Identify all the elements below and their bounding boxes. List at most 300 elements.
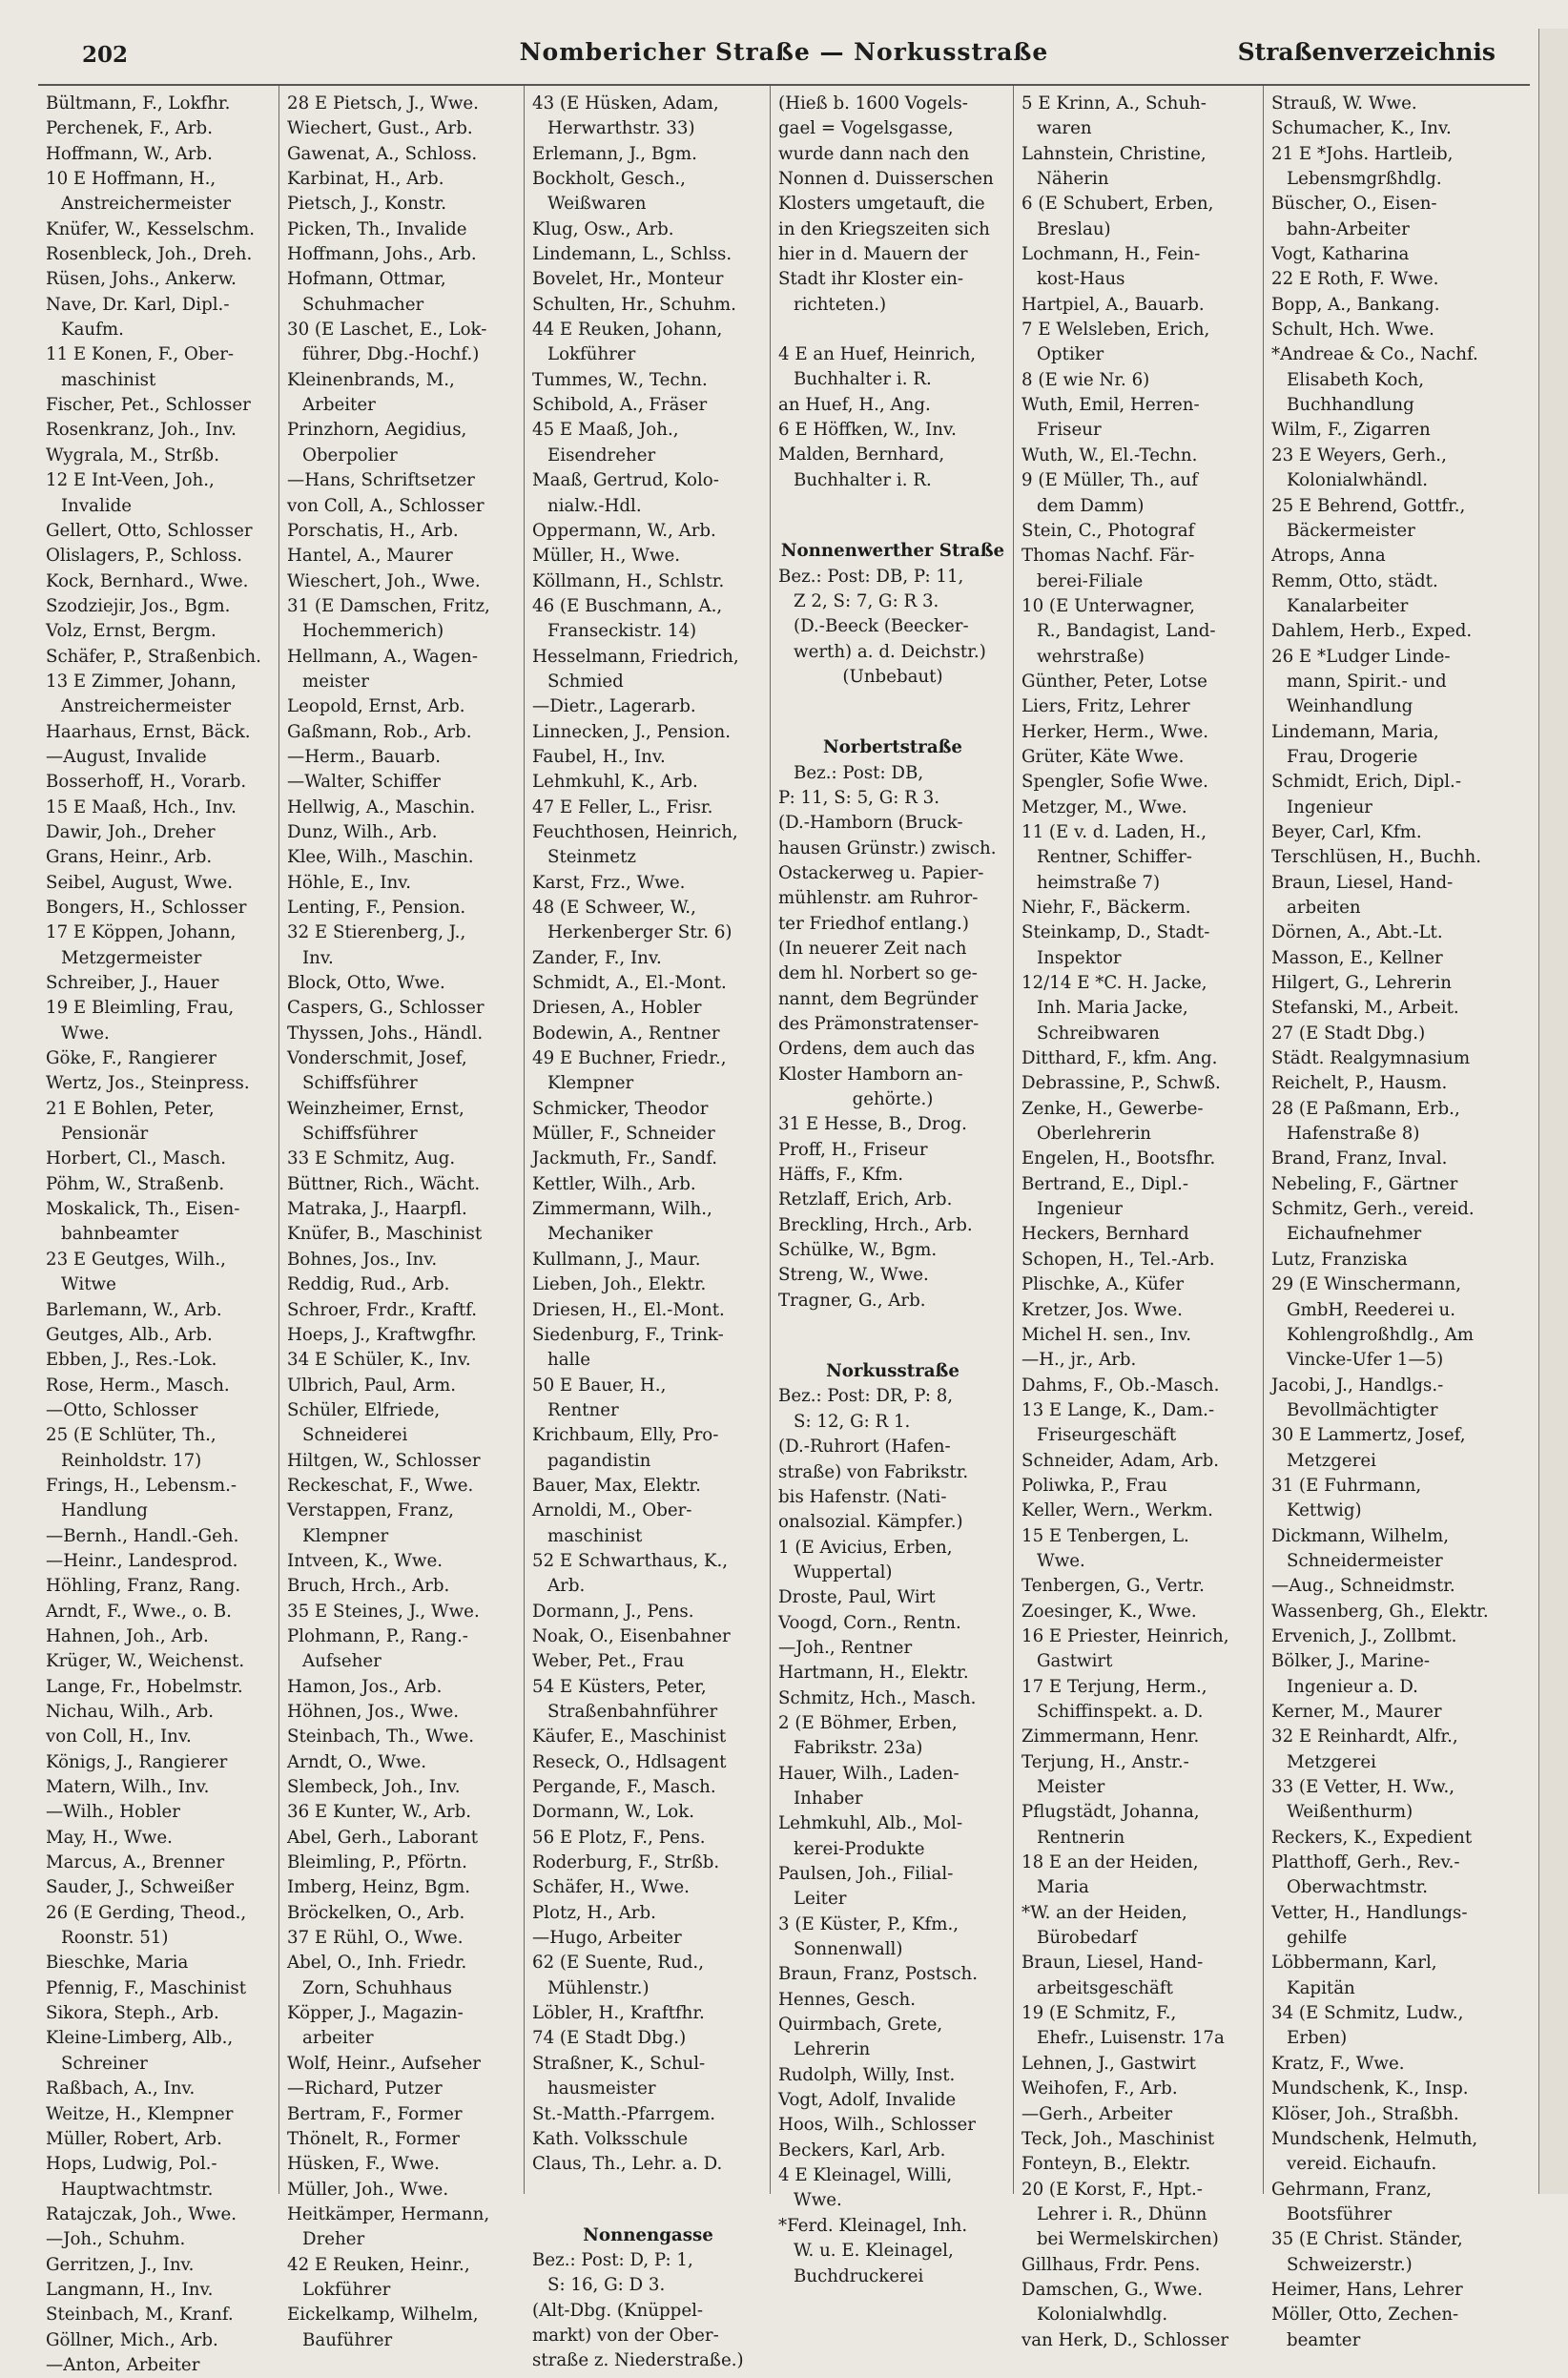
directory-entry: 12/14 E *C. H. Jacke, (1021, 973, 1207, 994)
entry-continuation: arbeitsgeschäft (1037, 1977, 1173, 1998)
directory-entry: Wilm, F., Zigarren (1271, 420, 1431, 441)
entry-continuation: Kaufm. (61, 320, 124, 341)
directory-entry: —Richard, Putzer (287, 2078, 443, 2099)
entry-continuation: Mechaniker (547, 1224, 653, 1245)
directory-entry: —Herm., Bauarb. (287, 746, 441, 767)
directory-entry: Schreiber, J., Hauer (46, 973, 219, 994)
entry-continuation: (D.-Beeck (Beecker- (794, 616, 969, 637)
directory-entry: 62 (E Suente, Rud., (532, 1953, 704, 1974)
directory-entry: Gehrmann, Franz, (1271, 2179, 1433, 2200)
directory-entry: Haarhaus, Ernst, Bäck. (46, 721, 251, 742)
directory-entry: 26 (E Gerding, Theod., (46, 1902, 247, 1923)
directory-entry: Kretzer, Jos. Wwe. (1021, 1299, 1183, 1320)
entry-continuation: richteten.) (794, 294, 887, 315)
entry-continuation: heimstraße 7) (1037, 872, 1161, 893)
directory-entry: Wertz, Jos., Steinpress. (46, 1073, 250, 1094)
directory-entry: 33 E Schmitz, Aug. (287, 1148, 456, 1169)
directory-entry: Bohnes, Jos., Inv. (287, 1249, 438, 1270)
directory-entry: (Alt-Dbg. (Knüppel- (532, 2300, 704, 2321)
directory-entry: Müller, F., Schneider (532, 1124, 715, 1145)
directory-entry: 22 E Roth, F. Wwe. (1271, 269, 1439, 290)
directory-entry: Kleinenbrands, M., (287, 369, 455, 390)
entry-continuation: Wwe. (794, 2190, 842, 2211)
column-1 (38, 86, 279, 2375)
entry-continuation: vereid. Eichaufn. (1287, 2154, 1437, 2175)
directory-entry: Strauß, W. Wwe. (1271, 93, 1417, 114)
directory-entry: May, H., Wwe. (46, 1827, 173, 1848)
directory-entry: Karbinat, H., Arb. (287, 169, 444, 190)
directory-entry: bis Hafenstr. (Nati- (778, 1486, 947, 1507)
directory-entry: Lutz, Franziska (1271, 1249, 1408, 1270)
directory-entry: 31 E Hesse, B., Drog. (778, 1114, 967, 1135)
directory-entry: 28 (E Paßmann, Erb., (1271, 1098, 1460, 1119)
directory-entry: —Gerh., Arbeiter (1021, 2103, 1173, 2124)
directory-entry: Zimmermann, Wilh., (532, 1199, 712, 1220)
entry-continuation: Rentner (547, 1399, 619, 1420)
directory-entry: Lindemann, L., Schlss. (532, 244, 732, 265)
directory-entry: Hilgert, G., Lehrerin (1271, 973, 1452, 994)
directory-entry: 32 E Stierenberg, J., (287, 922, 466, 943)
street-note: (Unbebaut) (842, 666, 943, 687)
directory-entry: Arndt, F., Wwe., o. B. (46, 1601, 232, 1622)
directory-entry: —H., jr., Arb. (1021, 1350, 1137, 1371)
entry-continuation: Oberpolier (302, 445, 398, 465)
directory-entry: Braun, Liesel, Hand- (1271, 872, 1454, 893)
directory-entry: Hoffmann, Johs., Arb. (287, 244, 477, 265)
entry-continuation: meister (302, 671, 369, 692)
directory-entry: Rüsen, Johs., Ankerw. (46, 269, 237, 290)
entry-continuation: Inhaber (794, 1788, 863, 1809)
directory-entry: 11 (E v. d. Laden, H., (1021, 821, 1207, 842)
entry-continuation: Hochemmerich) (302, 621, 444, 642)
entry-continuation: Pensionär (61, 1124, 149, 1145)
directory-entry: Heimer, Hans, Lehrer (1271, 2279, 1463, 2300)
directory-entry: Block, Otto, Wwe. (287, 973, 445, 994)
entry-continuation: Z 2, S: 7, G: R 3. (794, 590, 939, 611)
directory-entry: 26 E *Ludger Linde- (1271, 646, 1451, 667)
page-number: 202 (82, 42, 129, 68)
directory-entry: onalsozial. Kämpfer.) (778, 1512, 963, 1533)
entry-continuation: Bürobedarf (1037, 1928, 1138, 1949)
directory-entry: Mundschenk, Helmuth, (1271, 2128, 1478, 2149)
directory-entry: Engelen, H., Bootsfhr. (1021, 1148, 1216, 1169)
directory-entry: Wolf, Heinr., Aufseher (287, 2053, 481, 2074)
entry-continuation: Inh. Maria Jacke, (1037, 998, 1188, 1019)
directory-entry: Lenting, F., Pension. (287, 898, 466, 918)
directory-entry: Weitze, H., Klempner (46, 2103, 234, 2124)
directory-entry: Ordens, dem auch das (778, 1039, 976, 1060)
entry-continuation: Straßenbahnführer (547, 1702, 718, 1722)
directory-entry: Intveen, K., Wwe. (287, 1550, 444, 1571)
entry-continuation: Reinholdstr. 17) (61, 1450, 202, 1471)
directory-entry: Abel, O., Inh. Friedr. (287, 1953, 467, 1974)
entry-continuation: Schreiner (61, 2053, 148, 2074)
directory-entry: 5 E Krinn, A., Schuh- (1021, 93, 1207, 114)
directory-entry: Nonnen d. Duisserschen (778, 169, 994, 190)
entry-continuation: Arbeiter (302, 395, 376, 416)
directory-entry: Thyssen, Johs., Händl. (287, 1023, 484, 1044)
directory-entry: 9 (E Müller, Th., auf (1021, 470, 1198, 491)
page-header (38, 36, 1530, 80)
directory-entry: Rose, Herm., Masch. (46, 1375, 230, 1396)
directory-entry: Slembeck, Joh., Inv. (287, 1777, 461, 1798)
directory-entry: Reckers, K., Expedient (1271, 1827, 1473, 1848)
directory-entry: —Anton, Arbeiter (46, 2354, 200, 2375)
directory-entry: Höhle, E., Inv. (287, 872, 412, 893)
directory-entry: 35 (E Christ. Ständer, (1271, 2229, 1463, 2250)
directory-entry: 7 E Welsleben, Erich, (1021, 320, 1210, 341)
spacer (778, 1313, 1007, 1338)
directory-entry: *W. an der Heiden, (1021, 1902, 1187, 1923)
directory-entry: Städt. Realgymnasium (1271, 1048, 1471, 1069)
directory-columns (38, 84, 1530, 2375)
directory-entry: Spengler, Sofie Wwe. (1021, 772, 1208, 793)
directory-entry: straße z. Niederstraße.) (532, 2350, 744, 2371)
directory-entry: Kleine-Limberg, Alb., (46, 2028, 234, 2049)
directory-entry: Marcus, A., Brenner (46, 1852, 225, 1873)
directory-entry: Zenke, H., Gewerbe- (1021, 1098, 1204, 1119)
entry-continuation: Buchhalter i. R. (794, 369, 932, 390)
entry-continuation: Anstreichermeister (61, 696, 232, 717)
directory-entry: Rudolph, Willy, Inst. (778, 2064, 956, 2085)
street-heading: Nonnenwerther Straße (780, 541, 1005, 562)
directory-entry: Nichau, Wilh., Arb. (46, 1702, 215, 1722)
directory-entry: Ostackerweg u. Papier- (778, 862, 984, 883)
directory-entry: Schüler, Elfriede, (287, 1399, 441, 1420)
directory-entry: Moskalick, Th., Eisen- (46, 1199, 240, 1220)
street-heading: Nonnengasse (583, 2224, 713, 2245)
directory-entry: Keller, Wern., Werkm. (1021, 1500, 1213, 1521)
directory-entry: Perchenek, F., Arb. (46, 118, 213, 139)
directory-entry: 37 E Rühl, O., Wwe. (287, 1928, 464, 1949)
directory-entry: Paulsen, Joh., Filial- (778, 1864, 954, 1884)
entry-continuation: pagandistin (547, 1450, 651, 1471)
entry-continuation: nialw.-Hdl. (547, 495, 642, 516)
directory-entry: Göke, F., Rangierer (46, 1048, 217, 1069)
directory-entry: Gaßmann, Rob., Arb. (287, 721, 472, 742)
directory-entry: Hartmann, H., Elektr. (778, 1663, 969, 1684)
spacer (778, 493, 1007, 518)
directory-entry: Frings, H., Lebensm.- (46, 1475, 237, 1496)
entry-continuation: bei Wermelskirchen) (1037, 2229, 1219, 2250)
directory-entry: Steinbach, M., Kranf. (46, 2305, 234, 2326)
directory-entry: Gellert, Otto, Schlosser (46, 520, 253, 541)
entry-continuation: Bauführer (302, 2329, 393, 2350)
entry-continuation: Metzgerei (1287, 1450, 1376, 1471)
directory-entry: 52 E Schwarthaus, K., (532, 1550, 729, 1571)
entry-continuation: maschinist (547, 1525, 643, 1546)
entry-continuation: Handlung (61, 1500, 148, 1521)
directory-entry: Stadt ihr Kloster ein- (778, 269, 964, 290)
directory-entry: Straßner, K., Schul- (532, 2053, 706, 2074)
directory-entry: Käufer, E., Maschinist (532, 1727, 727, 1747)
directory-entry: Proff, H., Friseur (778, 1139, 928, 1160)
directory-entry: Siedenburg, F., Trink- (532, 1324, 724, 1345)
directory-entry: Barlemann, W., Arb. (46, 1299, 222, 1320)
directory-entry: Höhling, Franz, Rang. (46, 1576, 241, 1597)
directory-entry: 32 E Reinhardt, Alfr., (1271, 1727, 1458, 1747)
directory-entry: Knüfer, W., Kesselschm. (46, 218, 255, 239)
directory-entry: 2 (E Böhmer, Erben, (778, 1712, 958, 1733)
column-2 (279, 86, 524, 2350)
directory-entry: Olislagers, P., Schloss. (46, 546, 243, 567)
entry-continuation: gehilfe (1287, 1928, 1348, 1949)
directory-entry: Retzlaff, Erich, Arb. (778, 1189, 953, 1210)
entry-continuation: Eichaufnehmer (1287, 1224, 1422, 1245)
entry-continuation: Dreher (302, 2229, 365, 2250)
directory-entry: Bruch, Hrch., Arb. (287, 1576, 450, 1597)
directory-entry: 10 (E Unterwagner, (1021, 595, 1195, 616)
directory-entry: Kullmann, J., Maur. (532, 1249, 701, 1270)
directory-entry: Voogd, Corn., Rentn. (778, 1612, 961, 1633)
directory-entry: Reckeschat, F., Wwe. (287, 1475, 474, 1496)
directory-entry: Löbbermann, Karl, (1271, 1953, 1437, 1974)
directory-entry: Hennes, Gesch. (778, 1989, 917, 2010)
directory-entry: 43 (E Hüsken, Adam, (532, 93, 719, 114)
entry-continuation: Buchhandlung (1287, 395, 1414, 416)
directory-entry: Vetter, H., Handlungs- (1271, 1902, 1468, 1923)
directory-entry: (In neuerer Zeit nach (778, 938, 967, 959)
entry-continuation: Weißwaren (547, 194, 647, 215)
entry-continuation: Schiffsführer (302, 1124, 418, 1145)
directory-entry: Hellwig, A., Maschin. (287, 796, 476, 817)
directory-entry: Schmitz, Hch., Masch. (778, 1687, 977, 1708)
directory-entry: 30 (E Laschet, E., Lok- (287, 320, 487, 341)
directory-entry: (D.-Ruhrort (Hafen- (778, 1437, 951, 1458)
directory-entry: Malden, Bernhard, (778, 445, 945, 465)
directory-entry: —Heinr., Landesprod. (46, 1550, 238, 1571)
directory-entry: nannt, dem Begründer (778, 988, 979, 1009)
directory-entry: Pöhm, W., Straßenb. (46, 1173, 225, 1194)
directory-entry: Hoffmann, W., Arb. (46, 143, 213, 164)
directory-entry: Schäfer, H., Wwe. (532, 1877, 690, 1898)
directory-entry: Stefanski, M., Arbeit. (1271, 998, 1459, 1019)
directory-entry: Hahnen, Joh., Arb. (46, 1625, 209, 1646)
directory-entry: 15 E Maaß, Hch., Inv. (46, 796, 237, 817)
entry-continuation: wehrstraße) (1037, 646, 1145, 667)
directory-entry: Krichbaum, Elly, Pro- (532, 1425, 719, 1446)
entry-continuation: arbeiten (1287, 898, 1361, 918)
directory-entry: Volz, Ernst, Bergm. (46, 621, 217, 642)
directory-entry: Klee, Wilh., Maschin. (287, 847, 474, 868)
directory-entry: Beckers, Karl, Arb. (778, 2140, 946, 2161)
entry-continuation: Schuhmacher (302, 294, 424, 315)
directory-entry: Hesselmann, Friedrich, (532, 646, 739, 667)
directory-entry: 3 (E Küster, P., Kfm., (778, 1913, 959, 1934)
directory-entry: Wuth, W., El.-Techn. (1021, 445, 1198, 465)
directory-entry: Bauer, Max, Elektr. (532, 1475, 701, 1496)
directory-entry: 31 (E Fuhrmann, (1271, 1475, 1422, 1496)
directory-entry: Kloster Hamborn an- (778, 1064, 963, 1085)
street-heading: Norbertstraße (822, 737, 962, 758)
directory-entry: Weihofen, F., Arb. (1021, 2078, 1178, 2099)
entry-continuation: Bevollmächtigter (1287, 1399, 1438, 1420)
entry-continuation: Rentnerin (1037, 1827, 1125, 1848)
directory-entry: Damschen, G., Wwe. (1021, 2279, 1203, 2300)
entry-continuation: Friseur (1037, 420, 1102, 441)
entry-continuation: Buchhalter i. R. (794, 469, 932, 490)
directory-entry: Jackmuth, Fr., Sandf. (532, 1148, 718, 1169)
directory-entry: Driesen, H., El.-Mont. (532, 1299, 725, 1320)
directory-entry: Niehr, F., Bäckerm. (1021, 898, 1191, 918)
directory-entry: Brand, Franz, Inval. (1271, 1148, 1448, 1169)
directory-entry: Schibold, A., Fräser (532, 395, 708, 416)
directory-entry: Plotz, H., Arb. (532, 1902, 656, 1923)
directory-entry: Droste, Paul, Wirt (778, 1587, 936, 1608)
directory-entry: Sauder, J., Schweißer (46, 1877, 235, 1898)
directory-entry: Häffs, F., Kfm. (778, 1165, 903, 1186)
directory-entry: Debrassine, P., Schwß. (1021, 1073, 1221, 1094)
entry-continuation: Inv. (302, 947, 334, 968)
entry-continuation: Breslau) (1037, 218, 1111, 239)
directory-entry: Höhnen, Jos., Wwe. (287, 1702, 460, 1722)
directory-entry: 25 (E Schlüter, Th., (46, 1425, 217, 1446)
directory-entry: hausen Grünstr.) zwisch. (778, 837, 997, 858)
directory-entry: 23 E Geutges, Wilh., (46, 1249, 226, 1270)
directory-entry: hier in d. Mauern der (778, 244, 968, 265)
entry-continuation: Inspektor (1037, 947, 1122, 968)
entry-continuation: Meister (1037, 1777, 1105, 1798)
directory-entry: 30 E Lammertz, Josef, (1271, 1425, 1466, 1446)
directory-entry: Vogt, Katharina (1271, 244, 1410, 265)
directory-entry: Teck, Joh., Maschinist (1021, 2128, 1215, 2149)
directory-entry: Ratajczak, Joh., Wwe. (46, 2203, 237, 2224)
directory-entry: Hoeps, J., Kraftwgfhr. (287, 1324, 477, 1345)
directory-entry: —Aug., Schneidmstr. (1271, 1576, 1455, 1597)
entry-continuation: hausmeister (547, 2078, 656, 2099)
directory-entry: 6 (E Schubert, Erben, (1021, 194, 1214, 215)
directory-entry: 20 (E Korst, F., Hpt.- (1021, 2179, 1203, 2200)
directory-entry: Verstappen, Franz, (287, 1500, 454, 1521)
entry-continuation: Weinhandlung (1287, 696, 1413, 717)
directory-entry: 23 E Weyers, Gerh., (1271, 445, 1447, 465)
entry-continuation: Leiter (794, 1889, 847, 1910)
directory-entry: Stein, C., Photograf (1021, 520, 1195, 541)
directory-entry: Köllmann, H., Schlstr. (532, 570, 725, 591)
directory-entry: Seibel, August, Wwe. (46, 872, 234, 893)
directory-entry: Picken, Th., Invalide (287, 218, 467, 239)
entry-continuation: Klempner (547, 1073, 634, 1094)
directory-entry: Bockholt, Gesch., (532, 169, 686, 190)
entry-continuation: Sonnenwall) (794, 1939, 903, 1960)
directory-entry: 31 (E Damschen, Fritz, (287, 595, 490, 616)
entry-continuation: Buchdruckerei (794, 2265, 924, 2286)
entry-continuation: Franseckistr. 14) (547, 621, 697, 642)
entry-continuation: Hafenstraße 8) (1287, 1124, 1420, 1145)
directory-entry: Wuth, Emil, Herren- (1021, 395, 1200, 416)
directory-entry: Löbler, H., Kraftfhr. (532, 2003, 705, 2024)
directory-entry: Dahlem, Herb., Exped. (1271, 621, 1473, 642)
entry-continuation: Weißenthurm) (1287, 1802, 1413, 1823)
directory-entry: 36 E Kunter, W., Arb. (287, 1802, 472, 1823)
directory-entry: Pergande, F., Masch. (532, 1777, 716, 1798)
entry-continuation: Ingenieur (1287, 796, 1373, 817)
directory-entry: Thomas Nachf. Fär- (1021, 546, 1195, 567)
directory-entry: Imberg, Heinz, Bgm. (287, 1877, 471, 1898)
directory-entry: Lehmkuhl, Alb., Mol- (778, 1813, 963, 1834)
directory-entry: Hüsken, F., Wwe. (287, 2154, 440, 2175)
directory-entry: Breckling, Hrch., Arb. (778, 1214, 973, 1235)
directory-entry: Büscher, O., Eisen- (1271, 194, 1437, 215)
directory-entry: Oppermann, W., Arb. (532, 520, 716, 541)
directory-entry: Thönelt, R., Former (287, 2128, 460, 2149)
directory-entry: Klöser, Joh., Straßbh. (1271, 2103, 1459, 2124)
directory-entry: Schäfer, P., Straßenbich. (46, 646, 261, 667)
directory-entry: 45 E Maaß, Joh., (532, 420, 679, 441)
entry-continuation: führer, Dbg.-Hochf.) (302, 344, 480, 365)
directory-entry: Lindemann, Maria, (1271, 721, 1439, 742)
directory-entry: Heitkämper, Hermann, (287, 2203, 490, 2224)
directory-entry: Atrops, Anna (1271, 546, 1386, 567)
entry-continuation: Lehrerin (794, 2039, 871, 2060)
directory-entry: 46 (E Buschmann, A., (532, 595, 723, 616)
directory-entry: Weinzheimer, Ernst, (287, 1098, 464, 1119)
directory-entry: Bleimling, P., Pförtn. (287, 1852, 467, 1873)
directory-entry: Bodewin, A., Rentner (532, 1023, 720, 1044)
directory-entry: 74 (E Stadt Dbg.) (532, 2028, 687, 2049)
directory-entry: Tenbergen, G., Vertr. (1021, 1576, 1205, 1597)
directory-entry: 8 (E wie Nr. 6) (1021, 369, 1150, 390)
directory-entry: Mundschenk, K., Insp. (1271, 2078, 1469, 2099)
column-5 (1013, 86, 1263, 2350)
section-label: Straßenverzeichnis (1237, 38, 1496, 66)
directory-entry: 13 E Lange, K., Dam.- (1021, 1399, 1215, 1420)
directory-entry: Gawenat, A., Schloss. (287, 143, 478, 164)
directory-entry: Maaß, Gertrud, Kolo- (532, 470, 719, 491)
directory-entry: 19 (E Schmitz, F., (1021, 2003, 1177, 2024)
directory-entry: Raßbach, A., Inv. (46, 2078, 196, 2099)
directory-entry: Bopp, A., Bankang. (1271, 294, 1440, 315)
directory-entry: Ulbrich, Paul, Arm. (287, 1375, 456, 1396)
directory-entry: von Coll, H., Inv. (46, 1727, 192, 1747)
entry-continuation: Ehefr., Luisenstr. 17a (1037, 2028, 1225, 2049)
directory-entry: Weber, Pet., Frau (532, 1651, 685, 1672)
directory-entry: 16 E Priester, Heinrich, (1021, 1625, 1229, 1646)
entry-continuation: bahnbeamter (61, 1224, 179, 1245)
directory-entry: Bültmann, F., Lokfhr. (46, 93, 231, 114)
directory-entry: Terjung, H., Anstr.- (1021, 1751, 1189, 1772)
directory-entry: —Dietr., Lagerarb. (532, 696, 696, 717)
entry-continuation: Kolonialwhdlg. (1037, 2305, 1168, 2326)
entry-continuation: kost-Haus (1037, 269, 1125, 290)
directory-entry: Metzger, M., Wwe. (1021, 796, 1187, 817)
entry-continuation: Schreibwaren (1037, 1023, 1160, 1044)
directory-entry: Hofmann, Ottmar, (287, 269, 446, 290)
directory-entry: Göllner, Mich., Arb. (46, 2329, 218, 2350)
directory-entry: P: 11, S: 5, G: R 3. (778, 787, 939, 808)
street-heading: Norkusstraße (826, 1361, 959, 1382)
directory-entry: Steinkamp, D., Stadt- (1021, 922, 1210, 943)
entry-continuation: Wuppertal) (794, 1561, 893, 1582)
entry-continuation: Metzgerei (1287, 1751, 1376, 1772)
directory-entry: Driesen, A., Hobler (532, 998, 702, 1019)
directory-entry: Ditthard, F., kfm. Ang. (1021, 1048, 1218, 1069)
directory-entry: —Hugo, Arbeiter (532, 1928, 682, 1949)
directory-entry: Reseck, O., Hdlsagent (532, 1751, 727, 1772)
directory-entry: Lehmkuhl, K., Arb. (532, 772, 698, 793)
directory-entry: Lieben, Joh., Elektr. (532, 1274, 707, 1295)
directory-entry: Plischke, A., Küfer (1021, 1274, 1185, 1295)
column-3 (524, 86, 770, 2371)
directory-entry: Schmicker, Theodor (532, 1098, 709, 1119)
directory-entry: 21 E *Johs. Hartleib, (1271, 143, 1454, 164)
directory-entry: —Bernh., Handl.-Geh. (46, 1525, 239, 1546)
directory-entry: Rosenbleck, Joh., Dreh. (46, 244, 253, 265)
directory-entry: Bongers, H., Schlosser (46, 898, 247, 918)
directory-entry: Linnecken, J., Pension. (532, 721, 732, 742)
entry-continuation: Metzgermeister (61, 947, 202, 968)
directory-entry: Rosenkranz, Joh., Inv. (46, 420, 237, 441)
